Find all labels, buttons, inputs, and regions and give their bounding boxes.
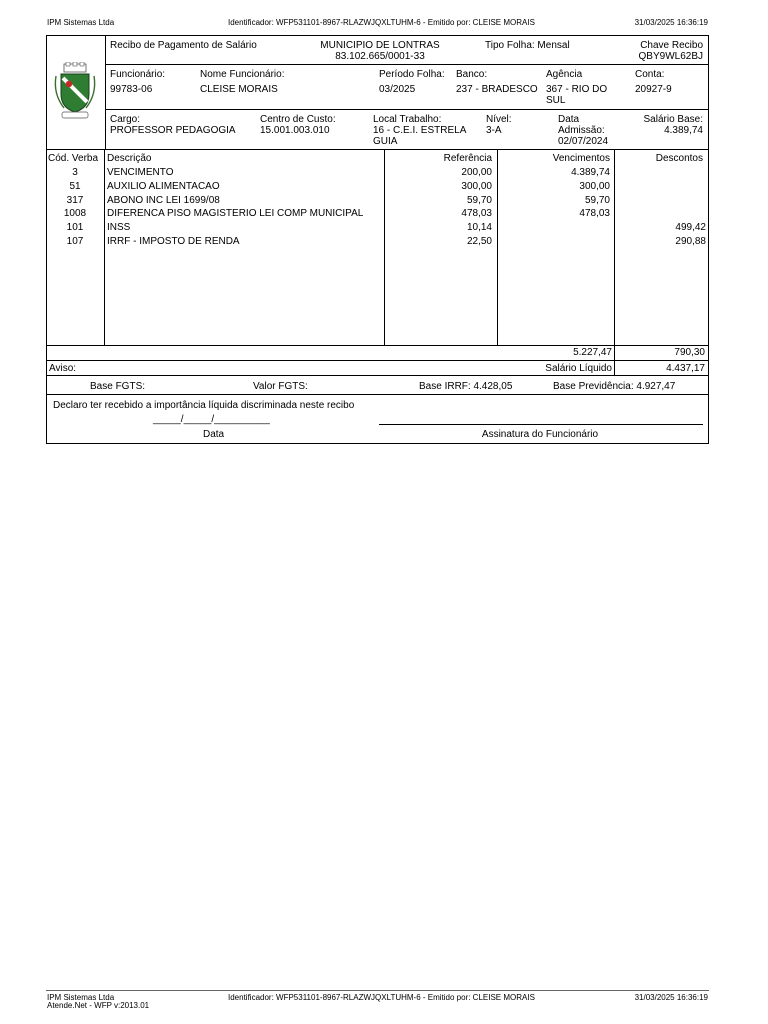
date-label: Data <box>203 429 225 440</box>
employer-name: MUNICIPIO DE LONTRAS <box>320 40 440 51</box>
row-codigo: 107 <box>66 236 84 247</box>
base-previdencia: Base Previdência: 4.927,47 <box>553 381 676 392</box>
row-vencimentos: 4.389,74 <box>571 167 610 178</box>
col-codigo-header: Cód. Verba <box>48 153 99 164</box>
row-descricao: VENCIMENTO <box>107 167 174 178</box>
cargo-value: PROFESSOR PEDAGOGIA <box>110 125 236 136</box>
salario-liquido-value: 4.437,17 <box>666 363 705 374</box>
row-referencia: 300,00 <box>461 181 492 192</box>
agencia-value: 367 - RIO DO SUL <box>546 84 608 106</box>
nome-label: Nome Funcionário: <box>200 69 285 80</box>
col-referencia-header: Referência <box>443 153 492 164</box>
row-vencimentos: 59,70 <box>584 195 610 206</box>
col-descontos-header: Descontos <box>655 153 703 164</box>
nome-value: CLEISE MORAIS <box>200 84 278 95</box>
funcionario-value: 99783-06 <box>110 84 153 95</box>
banco-value: 237 - BRADESCO <box>456 84 538 95</box>
row-codigo: 317 <box>66 195 84 206</box>
row-codigo: 101 <box>66 222 84 233</box>
cargo-label: Cargo: <box>110 114 141 125</box>
centro-custo-value: 15.001.003.010 <box>260 125 330 136</box>
total-descontos: 790,30 <box>674 347 705 358</box>
row-referencia: 59,70 <box>466 195 492 206</box>
salario-base-value: 4.389,74 <box>664 125 703 136</box>
admissao-value: 02/07/2024 <box>558 136 609 147</box>
valor-fgts: Valor FGTS: <box>253 381 308 392</box>
aviso-label: Aviso: <box>49 363 77 374</box>
municipal-coat-of-arms-icon <box>52 62 98 120</box>
footer-datetime: 31/03/2025 16:36:19 <box>634 993 708 1002</box>
row-referencia: 22,50 <box>466 236 492 247</box>
row-codigo: 3 <box>72 167 78 178</box>
periodo-label: Período Folha: <box>379 69 445 80</box>
periodo-value: 03/2025 <box>379 84 416 95</box>
signature-line <box>379 424 703 425</box>
admissao-label: Data Admissão: <box>558 114 605 136</box>
local-trabalho-label: Local Trabalho: <box>373 114 442 125</box>
row-vencimentos: 300,00 <box>579 181 610 192</box>
footer-software: Atende.Net - WFP v:2013.01 <box>47 1001 150 1010</box>
local-trabalho-value: 16 - C.E.I. ESTRELA GUIA <box>373 125 466 147</box>
receipt-title: Recibo de Pagamento de Salário <box>110 40 257 51</box>
centro-custo-label: Centro de Custo: <box>260 114 336 125</box>
employer-cnpj: 83.102.665/0001-33 <box>335 51 425 62</box>
conta-value: 20927-9 <box>635 84 672 95</box>
row-descricao: INSS <box>107 222 131 233</box>
conta-label: Conta: <box>635 69 665 80</box>
base-irrf: Base IRRF: 4.428,05 <box>419 381 513 392</box>
footer-company: IPM Sistemas Ltda <box>47 993 115 1002</box>
row-referencia: 10,14 <box>466 222 492 233</box>
funcionario-label: Funcionário: <box>110 69 166 80</box>
salario-liquido-label: Salário Líquido <box>545 363 612 374</box>
row-descricao: IRRF - IMPOSTO DE RENDA <box>107 236 240 247</box>
declaration-text: Declaro ter recebido a importância líquida discriminada neste recibo <box>53 400 355 411</box>
nivel-label: Nível: <box>486 114 512 125</box>
base-fgts: Base FGTS: <box>90 381 146 392</box>
agencia-label: Agência <box>546 69 583 80</box>
tipo-folha: Tipo Folha: Mensal <box>485 40 570 51</box>
banco-label: Banco: <box>456 69 488 80</box>
top-company: IPM Sistemas Ltda <box>47 18 115 27</box>
row-descricao: ABONO INC LEI 1699/08 <box>107 195 220 206</box>
signature-label: Assinatura do Funcionário <box>481 429 599 440</box>
date-blank: _____/_____/__________ <box>153 414 270 425</box>
total-vencimentos: 5.227,47 <box>573 347 612 358</box>
row-descontos: 290,88 <box>675 236 706 247</box>
salario-base-label: Salário Base: <box>643 114 703 125</box>
row-vencimentos: 478,03 <box>579 208 610 219</box>
row-codigo: 51 <box>69 181 81 192</box>
top-datetime: 31/03/2025 16:36:19 <box>634 18 708 27</box>
row-codigo: 1008 <box>63 208 87 219</box>
chave-recibo-label: Chave Recibo <box>640 40 703 51</box>
chave-recibo-value: QBY9WL62BJ <box>638 51 703 62</box>
nivel-value: 3-A <box>486 125 502 136</box>
row-referencia: 200,00 <box>461 167 492 178</box>
row-referencia: 478,03 <box>461 208 492 219</box>
footer-identifier: Identificador: WFP531101-8967-RLAZWJQXLTUHM-6 - Emitido por: CLEISE MORAIS <box>228 993 535 1002</box>
top-identifier: Identificador: WFP531101-8967-RLAZWJQXLTUHM-6 - Emitido por: CLEISE MORAIS <box>228 18 535 27</box>
row-descricao: AUXILIO ALIMENTACAO <box>107 181 220 192</box>
row-descontos: 499,42 <box>675 222 706 233</box>
col-vencimentos-header: Vencimentos <box>552 153 610 164</box>
row-descricao: DIFERENCA PISO MAGISTERIO LEI COMP MUNICIPAL <box>107 208 364 219</box>
col-descricao-header: Descrição <box>107 153 152 164</box>
